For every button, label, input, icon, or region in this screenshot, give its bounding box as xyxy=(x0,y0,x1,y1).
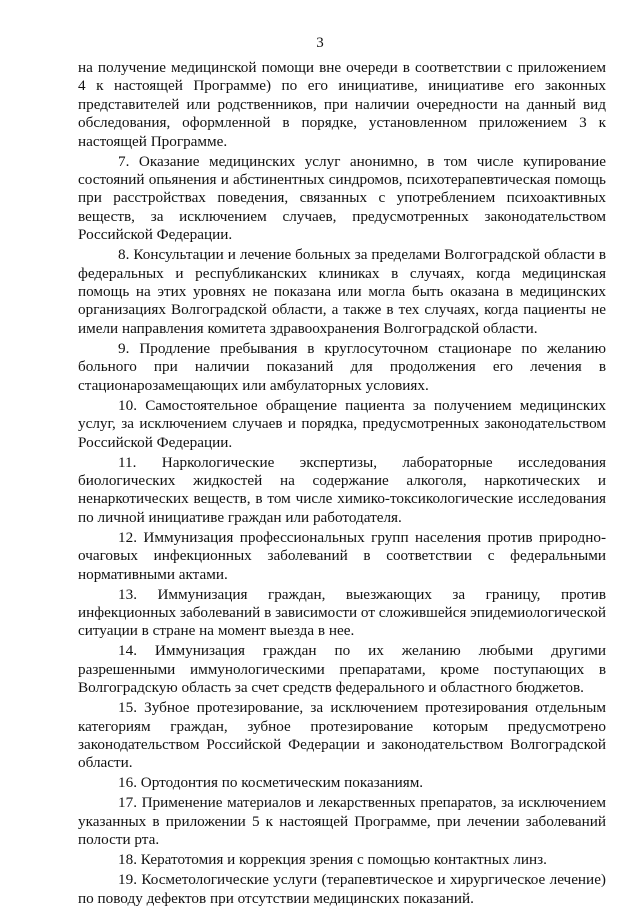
paragraph-item-9: 9. Продление пребывания в круглосуточном стационаре по желанию больного при наличии показаний для продолжения его лечения в стационарозамещающих или амбулаторных условиях. xyxy=(78,339,606,394)
page-number: 3 xyxy=(316,35,324,51)
paragraph-item-11: 11. Наркологические экспертизы, лабораторные исследования биологических жидкостей на содержание алкоголя, наркотических и ненаркотических веществ, в том числе химико-токсикологические исследования по личной инициативе граждан или работодателя. xyxy=(78,453,606,526)
paragraph-item-8: 8. Консультации и лечение больных за пределами Волгоградской области в федеральных и республиканских клиниках в случаях, когда медицинская помощь на этих уровнях не показана или могла быть оказана в медицинских организациях Волгоградской области, а также в тех случаях, когда пациенты не имели направления комитета здравоохранения Волгоградской области. xyxy=(78,246,606,337)
paragraph-continuation: на получение медицинской помощи вне очереди в соответствии с приложением 4 к настоящей Программе) по его инициативе, инициативе его законных представителей или родственников, при наличии очередности на данный вид обследования, оформленной в порядке, установленном приложением 3 к настоящей Программе. xyxy=(78,59,606,150)
paragraph-item-15: 15. Зубное протезирование, за исключением протезирования отдельным категориям граждан, зубное протезирование которым предусмотрено законодательством Российской Федерации и законодательством Волгоградской области. xyxy=(78,699,606,772)
document-body xyxy=(78,59,606,910)
paragraph-item-17: 17. Применение материалов и лекарственных препаратов, за исключением указанных в приложении 5 к настоящей Программе, при лечении заболеваний полости рта. xyxy=(78,794,606,849)
paragraph-item-12: 12. Иммунизация профессиональных групп населения против природно-очаговых инфекционных заболеваний в соответствии с федеральными нормативными актами. xyxy=(78,528,606,583)
paragraph-item-7: 7. Оказание медицинских услуг анонимно, в том числе купирование состояний опьянения и абстинентных синдромов, психотерапевтическая помощь при расстройствах поведения, связанных с употреблением психоактивных веществ, за исключением случаев, предусмотренных законодательством Российской Федерации. xyxy=(78,152,606,244)
paragraph-item-16: 16. Ортодонтия по косметическим показаниям. xyxy=(118,774,424,792)
paragraph-item-13: 13. Иммунизация граждан, выезжающих за границу, против инфекционных заболеваний в зависимости от сложившейся эпидемиологической ситуации в стране на момент выезда в нее. xyxy=(78,585,606,640)
paragraph-item-10: 10. Самостоятельное обращение пациента за получением медицинских услуг, за исключением случаев и порядка, предусмотренных законодательством Российской Федерации. xyxy=(78,396,606,451)
paragraph-item-14: 14. Иммунизация граждан по их желанию любыми другими разрешенными иммунологическими препаратами, кроме поступающих в Волгоградскую область за счет средств федерального и областного бюджетов. xyxy=(78,642,606,697)
paragraph-item-18: 18. Кератотомия и коррекция зрения с помощью контактных линз. xyxy=(118,851,547,869)
paragraph-item-19: 19. Косметологические услуги (терапевтическое и хирургическое лечение) по поводу дефектов при отсутствии медицинских показаний. xyxy=(78,871,606,907)
